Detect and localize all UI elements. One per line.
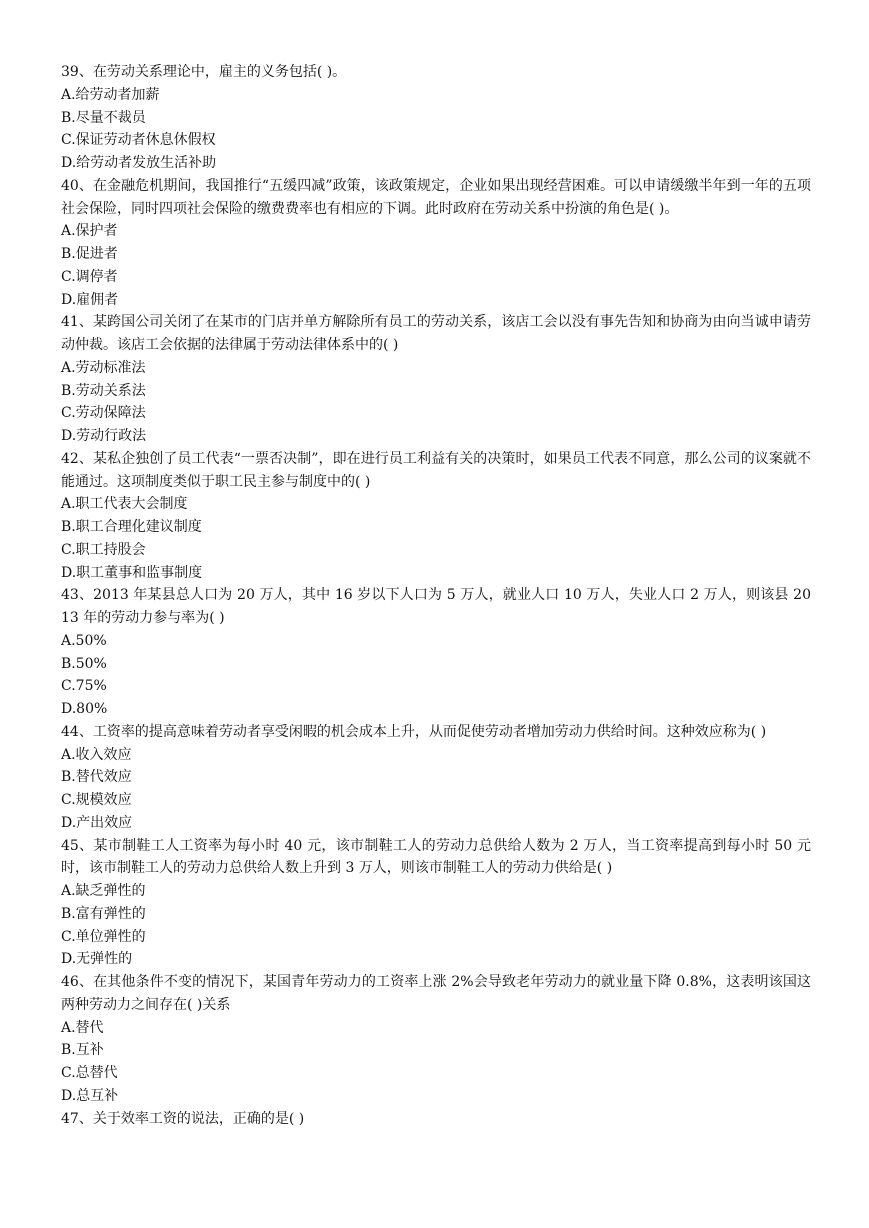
option-a: A.给劳动者加薪 <box>61 86 160 103</box>
question-stem: 45、某市制鞋工人工资率为每小时 40 元，该市制鞋工人的劳动力总供给人数为 2 万人，当工资率提高到每小时 50 元时，该市制鞋工人的劳动力总供给人数上升到 3 万人，则该市制鞋工人的劳动力供给是( ) <box>61 837 811 877</box>
option-d: D.80% <box>61 701 108 717</box>
option-b: B.富有弹性的 <box>61 905 146 922</box>
option-b: B.促进者 <box>61 246 118 262</box>
option-c: C.调停者 <box>61 268 118 285</box>
option-b: B.替代效应 <box>61 769 132 786</box>
question-45 <box>61 835 811 972</box>
option-a: A.替代 <box>61 1019 104 1036</box>
document-page <box>61 61 811 1130</box>
option-a: A.职工代表大会制度 <box>61 496 188 513</box>
question-stem: 42、某私企独创了员工代表“一票否决制”，即在进行员工利益有关的决策时，如果员工代表不同意，那么公司的议案就不能通过。这项制度类似于职工民主参与制度中的( ) <box>61 450 811 490</box>
question-stem: 41、某跨国公司关闭了在某市的门店并单方解除所有员工的劳动关系，该店工会以没有事先告知和协商为由向当诚申请劳动仲裁。该店工会依据的法律属于劳动法律体系中的( ) <box>61 314 811 353</box>
option-c: C.职工持股会 <box>61 541 146 558</box>
option-c: C.总替代 <box>61 1065 118 1081</box>
option-b: B.互补 <box>61 1042 104 1059</box>
question-46 <box>61 971 811 1108</box>
question-39 <box>61 61 811 175</box>
question-40 <box>61 175 811 312</box>
option-c: C.保证劳动者休息休假权 <box>61 132 216 149</box>
question-stem: 46、在其他条件不变的情况下，某国青年劳动力的工资率上涨 2%会导致老年劳动力的就业量下降 0.8%，这表明该国这两种劳动力之间存在( )关系 <box>61 974 811 1013</box>
option-a: A.收入效应 <box>61 746 132 763</box>
option-c: C.规模效应 <box>61 792 132 808</box>
option-d: D.产出效应 <box>61 814 133 831</box>
question-stem: 47、关于效率工资的说法，正确的是( ) <box>61 1110 305 1127</box>
option-d: D.职工董事和监事制度 <box>61 564 203 581</box>
option-d: D.劳动行政法 <box>61 428 147 444</box>
option-b: B.50% <box>61 655 107 672</box>
option-d: D.给劳动者发放生活补助 <box>61 155 217 171</box>
question-44 <box>61 721 811 835</box>
question-stem: 43、2013 年某县总人口为 20 万人，其中 16 岁以下人口为 5 万人，就业人口 10 万人，失业人口 2 万人，则该县 2013 年的劳动力参与率为( ) <box>61 587 811 626</box>
option-a: A.劳动标准法 <box>61 359 146 376</box>
option-a: A.缺乏弹性的 <box>61 883 146 899</box>
option-b: B.职工合理化建议制度 <box>61 519 202 535</box>
option-c: C.75% <box>61 678 107 695</box>
option-c: C.劳动保障法 <box>61 405 146 422</box>
question-41 <box>61 311 811 448</box>
question-47 <box>61 1108 811 1131</box>
option-d: D.雇佣者 <box>61 291 119 308</box>
option-c: C.单位弹性的 <box>61 928 146 945</box>
question-stem: 40、在金融危机期间，我国推行“五缓四减”政策，该政策规定，企业如果出现经营困难。可以申请缓缴半年到一年的五项社会保险，同时四项社会保险的缴费费率也有相应的下调。此时政府在劳动关系中扮演的角色是( )。 <box>61 177 811 217</box>
option-b: B.劳动关系法 <box>61 382 146 399</box>
option-b: B.尽量不裁员 <box>61 109 146 126</box>
question-42 <box>61 448 811 585</box>
option-d: D.无弹性的 <box>61 951 133 968</box>
option-d: D.总互补 <box>61 1087 119 1104</box>
question-stem: 44、工资率的提高意味着劳动者享受闲暇的机会成本上升，从而促使劳动者增加劳动力供给时间。这种效应称为( ) <box>61 723 767 740</box>
question-43 <box>61 584 811 721</box>
question-stem: 39、在劳动关系理论中，雇主的义务包括( )。 <box>61 64 347 80</box>
option-a: A.保护者 <box>61 223 118 240</box>
option-a: A.50% <box>61 632 107 649</box>
